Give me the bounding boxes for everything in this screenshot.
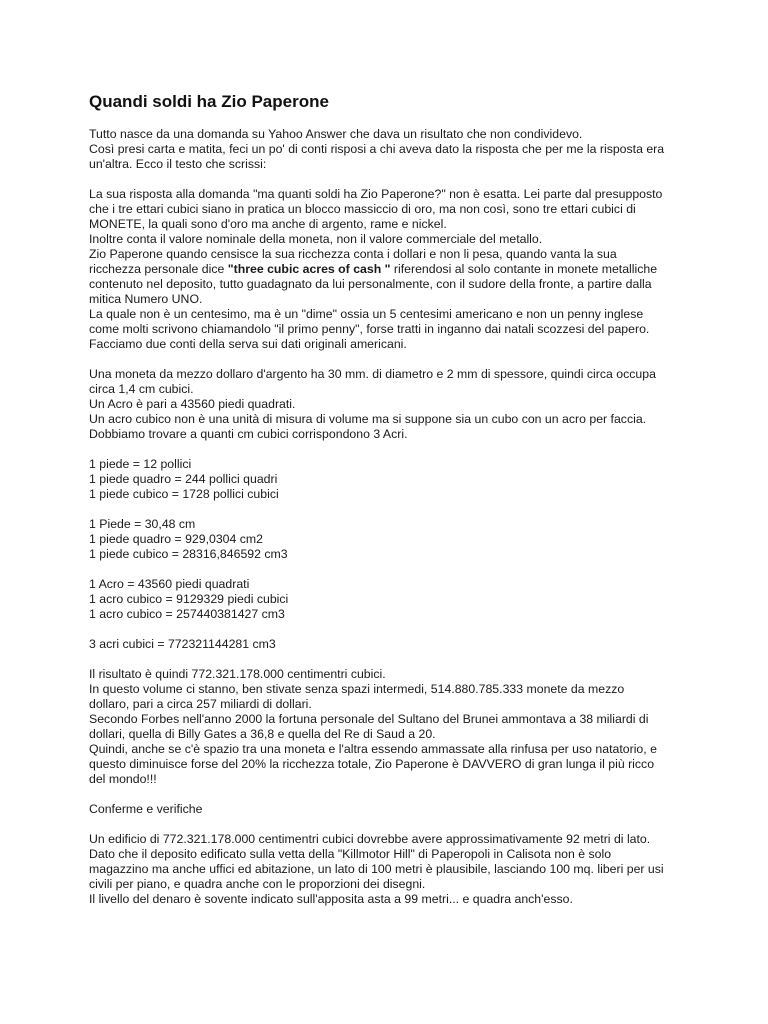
blank-line [89, 502, 689, 517]
paragraph-line [89, 487, 689, 502]
paragraph-line [89, 877, 689, 892]
paragraph-line [89, 532, 689, 547]
line-text: civili per piano, e quadra anche con le proporzioni dei disegni. [89, 877, 426, 891]
line-text: La sua risposta alla domanda "ma quanti soldi ha Zio Paperone?" non è esatta. Lei parte dal presupposto [89, 187, 663, 201]
line-text: Facciamo due conti della serva sui dati originali americani. [89, 337, 407, 351]
line-text: Un acro cubico non è una unità di misura di volume ma si suppone sia un cubo con un acro per faccia. [89, 412, 647, 426]
line-text: 1 piede quadro = 244 pollici quadri [89, 472, 278, 486]
paragraph-line [89, 187, 689, 202]
document-title: Quandi soldi ha Zio Paperone [89, 92, 329, 111]
paragraph-line [89, 457, 689, 472]
line-text: 1 acro cubico = 257440381427 cm3 [89, 607, 285, 621]
paragraph-line [89, 667, 689, 682]
paragraph-line [89, 847, 689, 862]
line-text: 1 piede quadro = 929,0304 cm2 [89, 532, 263, 546]
document-body [89, 127, 689, 907]
paragraph-line [89, 382, 689, 397]
paragraph-line [89, 577, 689, 592]
paragraph-line [89, 202, 689, 217]
line-text: Quindi, anche se c'è spazio tra una moneta e l'altra essendo ammassate alla rinfusa per uso natatorio, e [89, 742, 657, 756]
line-text: Un Acro è pari a 43560 piedi quadrati. [89, 397, 296, 411]
paragraph-line [89, 292, 689, 307]
line-text: La quale non è un centesimo, ma è un "dime" ossia un 5 centesimi americano e non un penny inglese [89, 307, 644, 321]
line-text: dollari, quella di Billy Gates a 36,8 e quella del Re di Saud a 20. [89, 727, 436, 741]
paragraph-line [89, 862, 689, 877]
line-text: Dobbiamo trovare a quanti cm cubici corrispondono 3 Acri. [89, 427, 408, 441]
paragraph-line [89, 712, 689, 727]
paragraph-line [89, 637, 689, 652]
blank-line [89, 817, 689, 832]
line-text: dollaro, pari a circa 257 miliardi di dollari. [89, 697, 312, 711]
bold-quote: "three cubic acres of cash " [227, 262, 391, 276]
document-page [89, 92, 689, 907]
paragraph-line [89, 757, 689, 772]
paragraph-line [89, 727, 689, 742]
paragraph-line [89, 412, 689, 427]
paragraph-line [89, 307, 689, 322]
paragraph-line [89, 832, 689, 847]
paragraph-line [89, 802, 689, 817]
line-text: MONETE, la quali sono d'oro ma anche di argento, rame e nickel. [89, 217, 447, 231]
line-text: circa 1,4 cm cubici. [89, 382, 194, 396]
line-text: 1 piede cubico = 1728 pollici cubici [89, 487, 279, 501]
paragraph-line [89, 262, 689, 277]
blank-line [89, 352, 689, 367]
blank-line [89, 622, 689, 637]
line-text: 1 piede cubico = 28316,846592 cm3 [89, 547, 288, 561]
paragraph-line [89, 472, 689, 487]
paragraph-line [89, 547, 689, 562]
paragraph-line [89, 322, 689, 337]
line-text: Così presi carta e matita, feci un po' di conti risposi a chi aveva dato la risposta che per me la risposta era [89, 142, 665, 156]
line-text: come molti scrivono chiamandolo "il primo penny", forse tratti in inganno dai natali scozzesi del papero. [89, 322, 650, 336]
paragraph-line [89, 772, 689, 787]
paragraph-line [89, 367, 689, 382]
line-text: Dato che il deposito edificato sulla vetta della "Killmotor Hill" di Paperopoli in Calisota non è solo [89, 847, 612, 861]
paragraph-line [89, 592, 689, 607]
paragraph-line [89, 247, 689, 262]
line-text: 1 piede = 12 pollici [89, 457, 192, 471]
blank-line [89, 652, 689, 667]
line-text: riferendosi al solo contante in monete metalliche [390, 262, 658, 276]
paragraph-line [89, 157, 689, 172]
line-text: Tutto nasce da una domanda su Yahoo Answer che dava un risultato che non condividevo. [89, 127, 583, 141]
blank-line [89, 442, 689, 457]
line-text: ricchezza personale dice [89, 262, 228, 276]
line-text: Una moneta da mezzo dollaro d'argento ha 30 mm. di diametro e 2 mm di spessore, quindi circa occupa [89, 367, 656, 381]
line-text: 1 Acro = 43560 piedi quadrati [89, 577, 250, 591]
line-text: magazzino ma anche uffici ed abitazione, un lato di 100 metri è plausibile, lasciando 100 mq. liberi per usi [89, 862, 664, 876]
paragraph-line [89, 397, 689, 412]
line-text: Secondo Forbes nell'anno 2000 la fortuna personale del Sultano del Brunei ammontava a 38 miliardi di [89, 712, 649, 726]
line-text: 1 acro cubico = 9129329 piedi cubici [89, 592, 289, 606]
paragraph-line [89, 142, 689, 157]
paragraph-line [89, 277, 689, 292]
paragraph-line [89, 682, 689, 697]
line-text: 1 Piede = 30,48 cm [89, 517, 196, 531]
line-text: del mondo!!! [89, 772, 157, 786]
paragraph-line [89, 427, 689, 442]
line-text: Inoltre conta il valore nominale della moneta, non il valore commerciale del metallo. [89, 232, 543, 246]
line-text: Conferme e verifiche [89, 802, 203, 816]
line-text: contenuto nel deposito, tutto guadagnato da lui personalmente, con il sudore della fronte, a partire dalla [89, 277, 652, 291]
paragraph-line [89, 742, 689, 757]
line-text: Zio Paperone quando censisce la sua ricchezza conta i dollari e non li pesa, quando vanta la sua [89, 247, 617, 261]
paragraph-line [89, 607, 689, 622]
blank-line [89, 787, 689, 802]
line-text: Un edificio di 772.321.178.000 centimentri cubici dovrebbe avere approssimativamente 92 metri di lato. [89, 832, 651, 846]
line-text: questo diminuisce forse del 20% la ricchezza totale, Zio Paperone è DAVVERO di gran lunga il più ricco [89, 757, 655, 771]
line-text: un'altra. Ecco il testo che scrissi: [89, 157, 267, 171]
line-text: mitica Numero UNO. [89, 292, 203, 306]
paragraph-line [89, 892, 689, 907]
blank-line [89, 562, 689, 577]
paragraph-line [89, 517, 689, 532]
paragraph-line [89, 127, 689, 142]
paragraph-line [89, 337, 689, 352]
blank-line [89, 172, 689, 187]
paragraph-line [89, 217, 689, 232]
paragraph-line [89, 697, 689, 712]
line-text: 3 acri cubici = 772321144281 cm3 [89, 637, 276, 651]
line-text: In questo volume ci stanno, ben stivate senza spazi intermedi, 514.880.785.333 monete da mezzo [89, 682, 625, 696]
line-text: che i tre ettari cubici siano in pratica un blocco massiccio di oro, ma non così, sono tre ettari cubici di [89, 202, 636, 216]
line-text: Il risultato è quindi 772.321.178.000 centimentri cubici. [89, 667, 386, 681]
paragraph-line [89, 232, 689, 247]
line-text: Il livello del denaro è sovente indicato sull'apposita asta a 99 metri... e quadra anch'esso. [89, 892, 573, 906]
